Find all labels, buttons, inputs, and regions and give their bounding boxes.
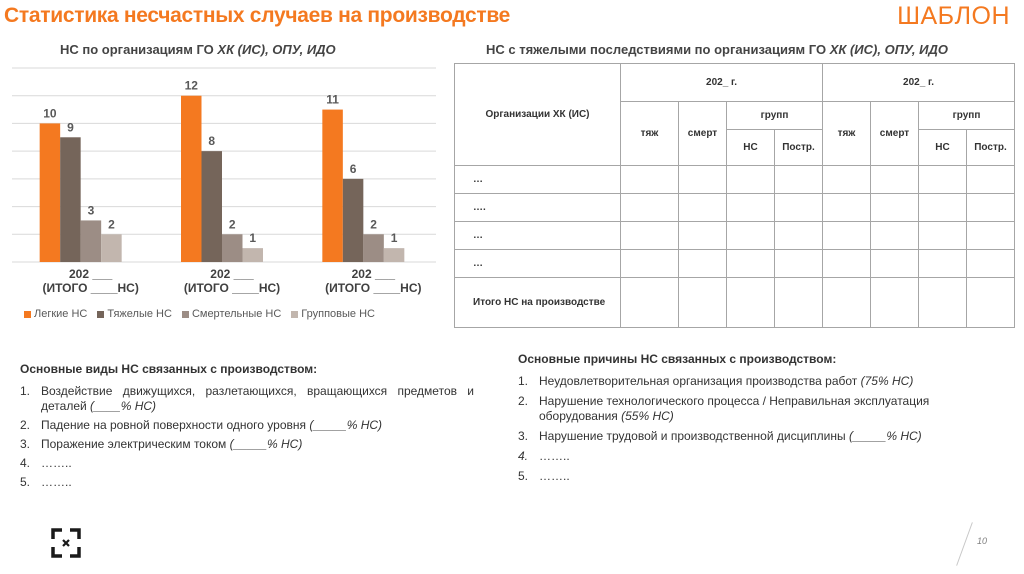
item-text-body: Поражение электрическим током xyxy=(41,437,230,451)
postr-header-1: Постр. xyxy=(775,130,823,166)
postr-header-2: Постр. xyxy=(967,130,1015,166)
table-row xyxy=(455,250,1015,278)
accident-causes-title: Основные причины НС связанных с производством: xyxy=(518,352,837,366)
row-label: …. xyxy=(455,194,621,222)
group-header-1: групп xyxy=(727,102,823,130)
legend-item xyxy=(182,308,281,320)
legend-item xyxy=(97,308,172,320)
data-label: 12 xyxy=(184,78,198,93)
legend-swatch xyxy=(182,311,189,318)
bar-chart xyxy=(0,58,440,308)
item-number: 2. xyxy=(518,394,529,408)
legend-label: Легкие НС xyxy=(34,308,88,320)
group-header-2: групп xyxy=(919,102,1015,130)
item-text: …….. xyxy=(41,475,72,489)
list-item xyxy=(518,469,938,484)
data-label: 11 xyxy=(326,92,339,107)
item-text xyxy=(539,394,938,424)
item-number: 5. xyxy=(20,475,31,489)
table-title xyxy=(486,42,948,57)
fatal-header-1: смерт xyxy=(679,102,727,166)
year-header-2: 202_ г. xyxy=(823,64,1015,102)
legend-item xyxy=(291,308,375,320)
table-row xyxy=(455,166,1015,194)
total-row xyxy=(455,278,1015,328)
data-label: 1 xyxy=(390,231,398,246)
chart-legend xyxy=(24,308,375,320)
item-number: 3. xyxy=(518,429,529,443)
total-label: Итого НС на производстве xyxy=(455,278,621,328)
data-label: 3 xyxy=(87,203,95,218)
table-row xyxy=(455,194,1015,222)
item-text xyxy=(41,437,302,452)
org-header: Организации ХК (ИС) xyxy=(455,64,621,166)
table-row xyxy=(455,222,1015,250)
bar xyxy=(243,248,264,262)
list-item xyxy=(518,449,938,464)
data-label: 2 xyxy=(370,217,377,232)
legend-item xyxy=(24,308,87,320)
year-header-1: 202_ г. xyxy=(621,64,823,102)
bar xyxy=(343,179,364,262)
category-label: 202 ___ xyxy=(68,267,113,281)
category-label: (ИТОГО ____НС) xyxy=(183,281,281,295)
template-label: ШАБЛОН xyxy=(897,2,1010,30)
data-label: 8 xyxy=(208,134,216,149)
ns-header-2: НС xyxy=(919,130,967,166)
bar xyxy=(181,96,202,262)
data-label: 10 xyxy=(43,106,57,121)
page-divider xyxy=(956,522,973,566)
item-note: (_____% НС) xyxy=(229,437,303,451)
bar xyxy=(101,234,122,262)
item-text xyxy=(41,418,382,433)
item-text-body: Нарушение трудовой и производственной дисциплины xyxy=(539,429,849,443)
legend-swatch xyxy=(291,311,298,318)
legend-label: Групповые НС xyxy=(301,308,375,320)
data-label: 2 xyxy=(108,217,115,232)
legend-label: Тяжелые НС xyxy=(107,308,172,320)
item-text: …….. xyxy=(539,469,570,483)
data-label: 2 xyxy=(228,217,236,232)
item-number: 4. xyxy=(518,449,529,463)
page-number: 10 xyxy=(977,536,988,546)
bar xyxy=(81,220,102,262)
table-title-text: НС с тяжелыми последствиями по организациям ГО xyxy=(486,42,830,57)
item-note: (_____% НС) xyxy=(309,418,383,432)
item-text-body: Воздействие движущихся, разлетающихся, вращающихся предметов и деталей xyxy=(41,384,474,413)
category-label: (ИТОГО ____НС) xyxy=(42,281,139,295)
item-text xyxy=(539,374,913,389)
bar xyxy=(60,137,81,262)
fatal-header-2: смерт xyxy=(871,102,919,166)
item-text: …….. xyxy=(41,456,72,470)
bar xyxy=(322,110,343,262)
item-text: …….. xyxy=(539,449,570,463)
item-text xyxy=(539,429,922,444)
list-item xyxy=(518,394,938,424)
item-number: 2. xyxy=(20,418,31,432)
category-label: 202 ___ xyxy=(210,267,254,281)
legend-label: Смертельные НС xyxy=(191,308,282,320)
row-label: … xyxy=(455,222,621,250)
item-note: (_____% НС) xyxy=(848,429,922,443)
accident-types-list xyxy=(20,362,474,494)
list-item xyxy=(20,384,474,414)
heavy-header-2: тяж xyxy=(823,102,871,166)
chart-title xyxy=(60,42,336,57)
row-label: … xyxy=(455,250,621,278)
data-label: 1 xyxy=(249,231,257,246)
item-text-body: Нарушение технологического процесса / Неправильная эксплуатация оборудования xyxy=(539,394,930,423)
item-note: (55% НС) xyxy=(621,409,674,423)
chart-title-text: НС по организациям ГО xyxy=(60,42,218,57)
item-note: (____% НС) xyxy=(90,399,157,413)
table-title-orgs: ХК (ИС), ОПУ, ИДО xyxy=(829,42,948,57)
item-note: (75% НС) xyxy=(860,374,914,388)
legend-swatch xyxy=(97,311,104,318)
item-number: 3. xyxy=(20,437,31,451)
item-text-body: Неудовлетворительная организация производства работ xyxy=(539,374,861,388)
bar xyxy=(40,123,61,262)
bar xyxy=(222,234,243,262)
heavy-header-1: тяж xyxy=(621,102,679,166)
category-label: (ИТОГО ____НС) xyxy=(325,281,422,295)
list-item xyxy=(20,418,474,433)
row-label: … xyxy=(455,166,621,194)
item-number: 5. xyxy=(518,469,529,483)
data-label: 9 xyxy=(67,120,74,135)
bar xyxy=(363,234,384,262)
ns-header-1: НС xyxy=(727,130,775,166)
bar xyxy=(202,151,223,262)
item-number: 4. xyxy=(20,456,31,470)
bar xyxy=(384,248,405,262)
severe-accidents-table xyxy=(454,63,1015,328)
chart-title-orgs: ХК (ИС), ОПУ, ИДО xyxy=(217,42,336,57)
item-text-body: Падение на ровной поверхности одного уровня xyxy=(41,418,310,432)
item-number: 1. xyxy=(20,384,31,398)
page-title: Статистика несчастных случаев на производстве xyxy=(4,4,511,27)
legend-swatch xyxy=(24,311,31,318)
data-label: 6 xyxy=(349,161,357,176)
accident-types-title: Основные виды НС связанных с производством: xyxy=(20,362,318,376)
list-item xyxy=(20,456,474,471)
list-item xyxy=(518,429,938,444)
item-number: 1. xyxy=(518,374,529,388)
category-label: 202 ___ xyxy=(351,267,396,281)
accident-causes-list xyxy=(518,352,938,489)
item-text xyxy=(41,384,474,414)
list-item xyxy=(20,475,474,490)
list-item xyxy=(20,437,474,452)
list-item xyxy=(518,374,938,389)
company-logo-icon xyxy=(51,528,81,558)
